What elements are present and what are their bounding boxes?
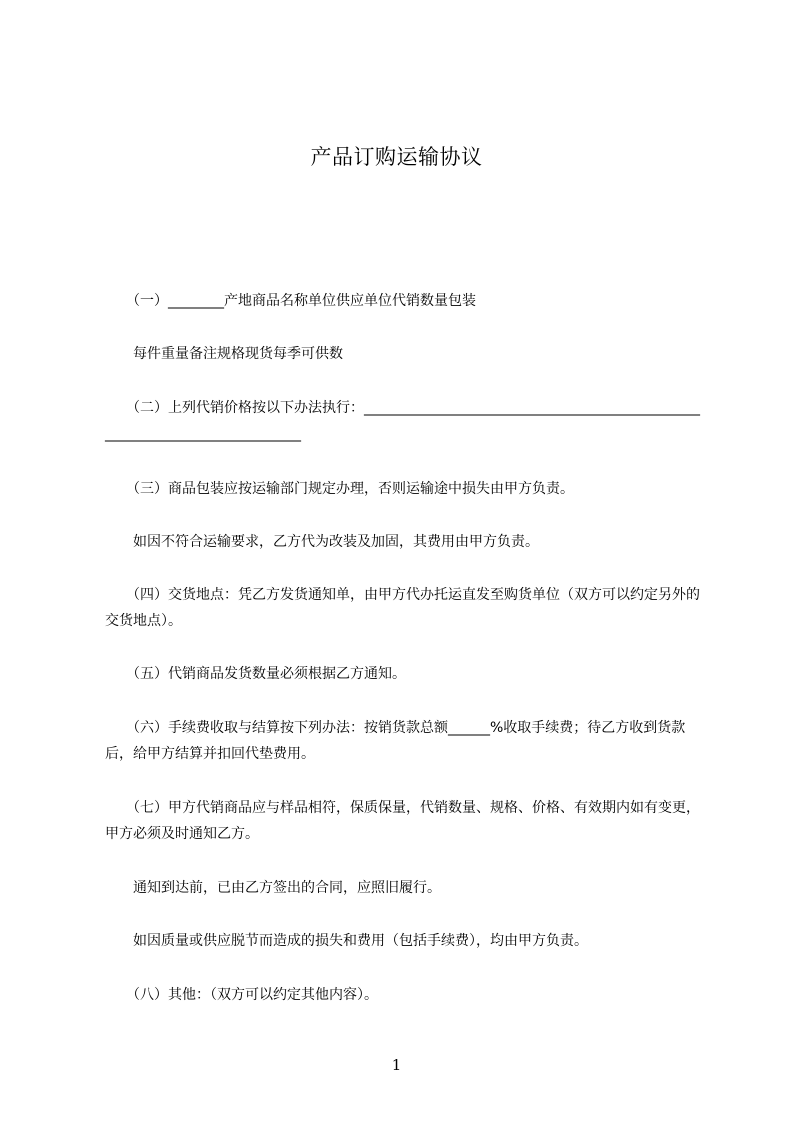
paragraph-9: （七）甲方代销商品应与样品相符，保质保量，代销数量、规格、价格、有效期内如有变更，甲方必须及时通知乙方。 <box>105 800 700 842</box>
paragraph-1: （一）________产地商品名称单位供应单位代销数量包装 <box>105 293 476 309</box>
paragraph-8: （六）手续费收取与结算按下列办法：按销货款总额______%收取手续费；待乙方收到货款后，给甲方结算并扣回代垫费用。 <box>105 720 686 762</box>
page-number: 1 <box>391 1056 402 1074</box>
document-title: 产品订购运输协议 <box>310 145 483 169</box>
paragraph-6: （四）交货地点：凭乙方发货通知单，由甲方代办托运直发至购货单位（双方可以约定另外的交货地点）。 <box>105 587 700 629</box>
paragraph-5: 如因不符合运输要求，乙方代为改装及加固，其费用由甲方负责。 <box>105 534 539 550</box>
paragraph-7: （五）代销商品发货数量必须根据乙方通知。 <box>105 666 406 682</box>
paragraph-12: （八）其他：（双方可以约定其他内容）。 <box>105 987 378 1003</box>
paragraph-11: 如因质量或供应脱节而造成的损失和费用（包括手续费），均由甲方负责。 <box>105 933 588 949</box>
paragraph-2: 每件重量备注规格现货每季可供数 <box>105 346 343 362</box>
paragraph-10: 通知到达前，已由乙方签出的合同，应照旧履行。 <box>105 880 441 896</box>
paragraph-3: （二）上列代销价格按以下办法执行：____________________________________________________________________________ <box>105 400 700 442</box>
paragraph-4: （三）商品包装应按运输部门规定办理，否则运输途中损失由甲方负责。 <box>105 481 574 497</box>
